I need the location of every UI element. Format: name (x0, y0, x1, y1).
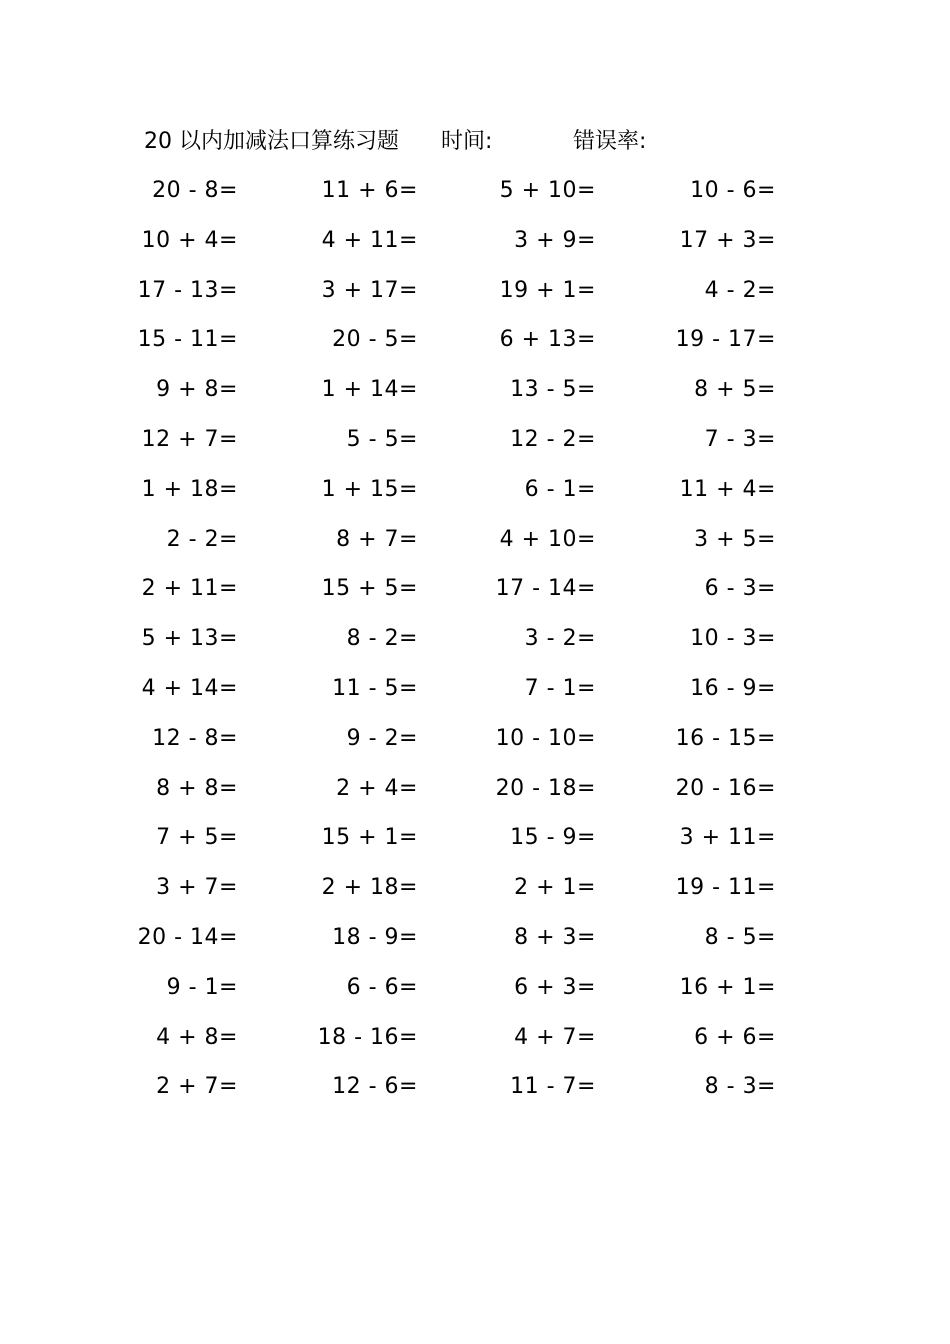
problem-item: 5 + 13= (141, 626, 238, 652)
problem-item: 17 - 14= (495, 576, 596, 602)
problem-item: 12 - 8= (152, 725, 238, 751)
problem-item: 18 - 16= (317, 1024, 418, 1050)
problem-row (0, 1068, 950, 1118)
problem-item: 17 + 3= (679, 227, 776, 253)
problem-item: 9 + 8= (156, 377, 238, 403)
problem-item: 3 - 2= (524, 626, 596, 652)
problem-item: 6 - 6= (346, 974, 418, 1000)
problem-item: 2 - 2= (166, 526, 238, 552)
problem-item: 1 + 18= (141, 476, 238, 502)
problem-item: 4 + 7= (514, 1024, 596, 1050)
problem-item: 15 - 9= (510, 825, 596, 851)
problem-grid (0, 172, 950, 1118)
problem-item: 12 - 6= (332, 1074, 418, 1100)
problem-item: 8 + 7= (336, 526, 418, 552)
problem-item: 5 + 10= (499, 178, 596, 203)
problem-item: 15 + 5= (321, 576, 418, 602)
problem-item: 11 - 5= (332, 675, 418, 701)
problem-row (0, 869, 950, 919)
problem-item: 19 - 11= (675, 875, 776, 901)
problem-row (0, 421, 950, 471)
problem-item: 10 - 3= (690, 626, 776, 652)
problem-item: 8 - 3= (704, 1074, 776, 1100)
problem-item: 11 - 7= (510, 1074, 596, 1100)
problem-item: 10 - 6= (690, 178, 776, 203)
problem-item: 2 + 4= (336, 775, 418, 801)
problem-item: 16 - 15= (675, 725, 776, 751)
problem-item: 16 - 9= (690, 675, 776, 701)
problem-item: 6 + 13= (499, 327, 596, 353)
problem-row (0, 222, 950, 272)
problem-row (0, 321, 950, 371)
problem-item: 5 - 5= (346, 426, 418, 452)
problem-item: 6 + 3= (514, 974, 596, 1000)
problem-item: 18 - 9= (332, 924, 418, 950)
problem-row (0, 521, 950, 571)
problem-item: 16 + 1= (679, 974, 776, 1000)
problem-item: 4 + 8= (156, 1024, 238, 1050)
problem-item: 6 + 6= (694, 1024, 776, 1050)
problem-row (0, 919, 950, 969)
problem-item: 7 + 5= (156, 825, 238, 851)
problem-item: 3 + 17= (321, 277, 418, 303)
problem-item: 8 - 5= (704, 924, 776, 950)
problem-item: 7 - 1= (524, 675, 596, 701)
problem-item: 6 - 1= (524, 476, 596, 502)
problem-item: 7 - 3= (704, 426, 776, 452)
problem-row (0, 720, 950, 770)
problem-row (0, 770, 950, 820)
problem-item: 11 + 4= (679, 476, 776, 502)
problem-item: 10 - 10= (495, 725, 596, 751)
problem-item: 13 - 5= (510, 377, 596, 403)
problem-item: 19 - 17= (675, 327, 776, 353)
problem-row (0, 670, 950, 720)
problem-row (0, 272, 950, 322)
problem-item: 1 + 14= (321, 377, 418, 403)
problem-item: 4 - 2= (704, 277, 776, 303)
problem-item: 3 + 11= (679, 825, 776, 851)
problem-item: 20 - 14= (137, 924, 238, 950)
problem-row (0, 620, 950, 670)
problem-row (0, 471, 950, 521)
error-rate-label: 错误率: (573, 129, 647, 154)
problem-item: 20 - 18= (495, 775, 596, 801)
time-label: 时间: (441, 129, 493, 154)
problem-row (0, 172, 950, 222)
problem-item: 6 - 3= (704, 576, 776, 602)
problem-item: 8 + 3= (514, 924, 596, 950)
problem-item: 9 - 1= (166, 974, 238, 1000)
problem-item: 3 + 9= (514, 227, 596, 253)
problem-item: 8 + 5= (694, 377, 776, 403)
problem-item: 8 + 8= (156, 775, 238, 801)
problem-row (0, 969, 950, 1019)
problem-item: 20 - 8= (152, 178, 238, 203)
problem-item: 10 + 4= (141, 227, 238, 253)
problem-item: 4 + 11= (321, 227, 418, 253)
problem-item: 9 - 2= (346, 725, 418, 751)
problem-row (0, 819, 950, 869)
problem-item: 12 + 7= (141, 426, 238, 452)
worksheet-title: 20 以内加减法口算练习题 (144, 129, 399, 154)
problem-row (0, 1019, 950, 1069)
problem-item: 15 + 1= (321, 825, 418, 851)
problem-item: 11 + 6= (321, 178, 418, 203)
problem-item: 20 - 5= (332, 327, 418, 353)
problem-item: 12 - 2= (510, 426, 596, 452)
problem-item: 1 + 15= (321, 476, 418, 502)
problem-item: 19 + 1= (499, 277, 596, 303)
problem-item: 2 + 7= (156, 1074, 238, 1100)
problem-item: 2 + 1= (514, 875, 596, 901)
problem-item: 2 + 11= (141, 576, 238, 602)
problem-item: 3 + 5= (694, 526, 776, 552)
problem-item: 15 - 11= (137, 327, 238, 353)
problem-item: 20 - 16= (675, 775, 776, 801)
problem-item: 3 + 7= (156, 875, 238, 901)
problem-item: 4 + 14= (141, 675, 238, 701)
problem-item: 8 - 2= (346, 626, 418, 652)
problem-item: 17 - 13= (137, 277, 238, 303)
problem-row (0, 371, 950, 421)
problem-row (0, 570, 950, 620)
problem-item: 2 + 18= (321, 875, 418, 901)
problem-item: 4 + 10= (499, 526, 596, 552)
